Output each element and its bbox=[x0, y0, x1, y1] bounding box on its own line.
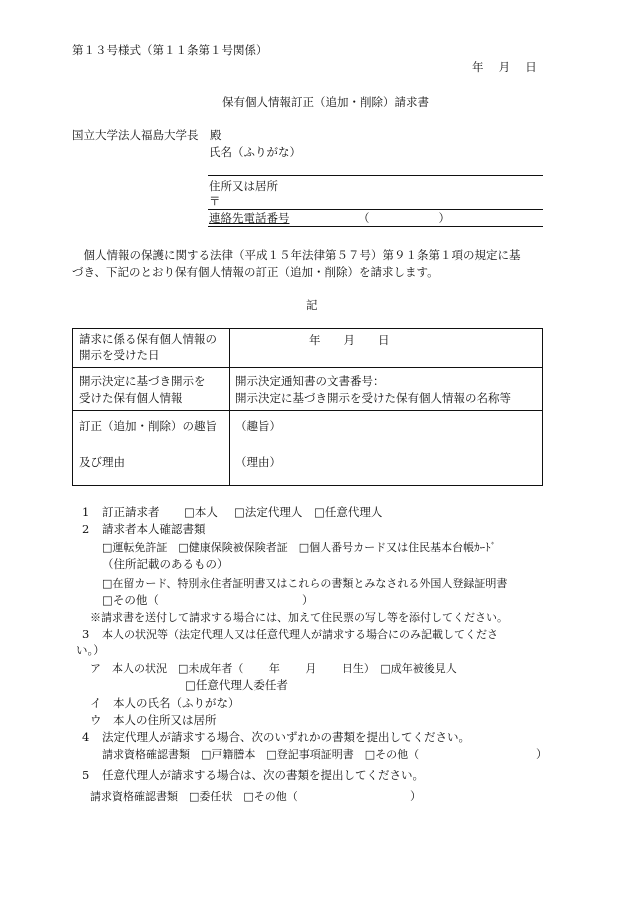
section-1-number: 1 bbox=[82, 505, 90, 519]
checkbox-ninni-dairinin-inin[interactable]: □任意代理人委任者 bbox=[185, 678, 288, 692]
section-2-number: 2 bbox=[82, 522, 90, 536]
section-1-label: 訂正請求者 bbox=[102, 505, 160, 519]
id-doc-options-line1[interactable]: □運転免許証 □健康保険被保険者証 □個人番号カード又は住民基本台帳ｶｰﾄﾞ bbox=[102, 541, 497, 554]
row3-purpose[interactable]: （趣旨） bbox=[235, 419, 281, 433]
id-doc-other-close: ） bbox=[302, 593, 314, 607]
name-field-label: 氏名（ふりがな） bbox=[209, 145, 301, 159]
form-number: 第１３号様式（第１１条第１号関係） bbox=[72, 43, 268, 57]
section-2-label: 請求者本人確認書類 bbox=[102, 522, 206, 536]
row2-label-line1: 開示決定に基づき開示を bbox=[79, 374, 206, 388]
table-row bbox=[73, 410, 542, 485]
page-title: 保有個人情報訂正（追加・削除）請求書 bbox=[222, 95, 429, 109]
name-field-line[interactable] bbox=[208, 175, 543, 176]
addressee: 国立大学法人福島大学長 殿 bbox=[72, 128, 222, 142]
address-field-line[interactable] bbox=[208, 209, 543, 210]
row1-label-line1: 請求に係る保有個人情報の bbox=[79, 332, 217, 346]
id-doc-other[interactable]: □その他（ bbox=[102, 593, 159, 607]
row3-reason[interactable]: （理由） bbox=[235, 455, 281, 469]
intro-line-2: づき、下記のとおり保有個人情報の訂正（追加・削除）を請求します。 bbox=[72, 265, 439, 279]
phone-field-parens: （ ） bbox=[358, 211, 450, 225]
section-4-heading: 法定代理人が請求する場合、次のいずれかの書類を提出してください。 bbox=[102, 730, 470, 744]
row1-date-value[interactable]: 年 月 日 bbox=[309, 333, 390, 347]
section-5-number: 5 bbox=[82, 768, 90, 782]
principal-name: イ 本人の氏名（ふりがな） bbox=[90, 696, 240, 710]
row3-label-line2: 及び理由 bbox=[79, 455, 125, 469]
phone-field-line[interactable] bbox=[208, 226, 543, 227]
principal-address: ウ 本人の住所又は居所 bbox=[90, 713, 217, 727]
row3-label-line1: 訂正（追加・削除）の趣旨 bbox=[79, 419, 217, 433]
address-field-label: 住所又は居所 bbox=[209, 179, 278, 193]
checkbox-honnin[interactable]: □本人 bbox=[184, 505, 218, 519]
id-doc-options-line3[interactable]: □在留カード、特別永住者証明書又はこれらの書類とみなされる外国人登録証明書 bbox=[102, 577, 508, 590]
date-placeholder: 年 月 日 bbox=[472, 60, 537, 74]
voluntary-rep-docs-close: ） bbox=[410, 789, 422, 803]
section-4-number: 4 bbox=[82, 730, 90, 744]
legal-rep-docs-close: ） bbox=[536, 747, 548, 761]
request-table bbox=[72, 328, 543, 486]
row2-value-line1[interactable]: 開示決定通知書の文書番号： bbox=[235, 374, 385, 388]
table-row bbox=[73, 367, 542, 411]
row2-value-line2[interactable]: 開示決定に基づき開示を受けた保有個人情報の名称等 bbox=[235, 391, 511, 405]
voluntary-rep-docs[interactable]: 請求資格確認書類 □委任状 □その他（ bbox=[90, 790, 298, 803]
id-doc-address-note: （住所記載のあるもの） bbox=[102, 557, 229, 571]
table-row bbox=[73, 329, 542, 368]
section-3-heading-line1: 本人の状況等（法定代理人又は任意代理人が請求する場合にのみ記載してくださ bbox=[102, 628, 498, 641]
postal-mark: 〒 bbox=[209, 194, 221, 208]
principal-status[interactable]: ア 本人の状況 □未成年者（ 年 月 日生） □成年被後見人 bbox=[90, 662, 457, 675]
section-3-heading-line2: い。） bbox=[76, 643, 105, 657]
mail-note: ※請求書を送付して請求する場合には、加えて住民票の写し等を添付してください。 bbox=[90, 611, 508, 624]
section-5-heading: 任意代理人が請求する場合は、次の書類を提出してください。 bbox=[102, 768, 424, 782]
row2-label-line2: 受けた保有個人情報 bbox=[79, 391, 183, 405]
intro-line-1: 個人情報の保護に関する法律（平成１５年法律第５７号）第９１条第１項の規定に基 bbox=[72, 248, 521, 262]
checkbox-houtei-dairinin[interactable]: □法定代理人 bbox=[234, 505, 303, 519]
ki-heading: 記 bbox=[306, 298, 318, 312]
checkbox-nini-dairinin[interactable]: □任意代理人 bbox=[314, 505, 383, 519]
row1-label-line2: 開示を受けた日 bbox=[79, 348, 160, 362]
section-3-number: 3 bbox=[82, 627, 90, 641]
legal-rep-docs[interactable]: 請求資格確認書類 □戸籍謄本 □登記事項証明書 □その他（ bbox=[102, 748, 420, 761]
phone-field-label: 連絡先電話番号 bbox=[209, 211, 290, 225]
